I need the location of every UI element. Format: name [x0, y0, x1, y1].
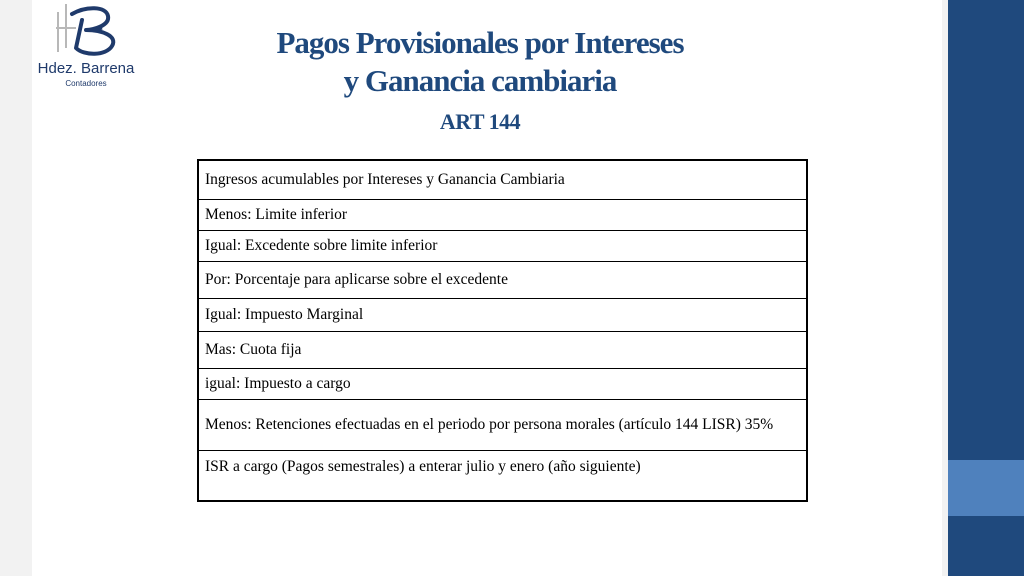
table-row: Igual: Impuesto Marginal	[199, 298, 806, 331]
logo-mark-icon	[36, 0, 136, 60]
title-line-2: y Ganancia cambiaria	[343, 63, 617, 98]
table-row: Menos: Retenciones efectuadas en el periodo por persona morales (artículo 144 LISR) 35%	[199, 399, 806, 450]
table-row: Ingresos acumulables por Intereses y Ganancia Cambiaria	[205, 171, 565, 188]
logo-subtitle: Contadores	[65, 79, 107, 88]
table-row: Mas: Cuota fija	[199, 331, 806, 368]
title-line-1: Pagos Provisionales por Intereses	[276, 25, 684, 60]
table-row: Menos: Limite inferior	[199, 199, 806, 230]
logo-name: Hdez. Barrena	[37, 60, 135, 77]
company-logo	[36, 0, 136, 96]
slide-title	[160, 24, 800, 136]
table-row: Igual: Excedente sobre limite inferior	[199, 230, 806, 261]
table-row: ISR a cargo (Pagos semestrales) a enterar julio y enero (año siguiente)	[199, 450, 806, 500]
title-subtitle: ART 144	[439, 109, 521, 134]
table-row: Por: Porcentaje para aplicarse sobre el excedente	[199, 261, 806, 298]
calculation-table	[197, 159, 808, 502]
side-accent-block	[948, 460, 1024, 516]
table-row: igual: Impuesto a cargo	[199, 368, 806, 399]
left-margin-band	[0, 0, 32, 576]
